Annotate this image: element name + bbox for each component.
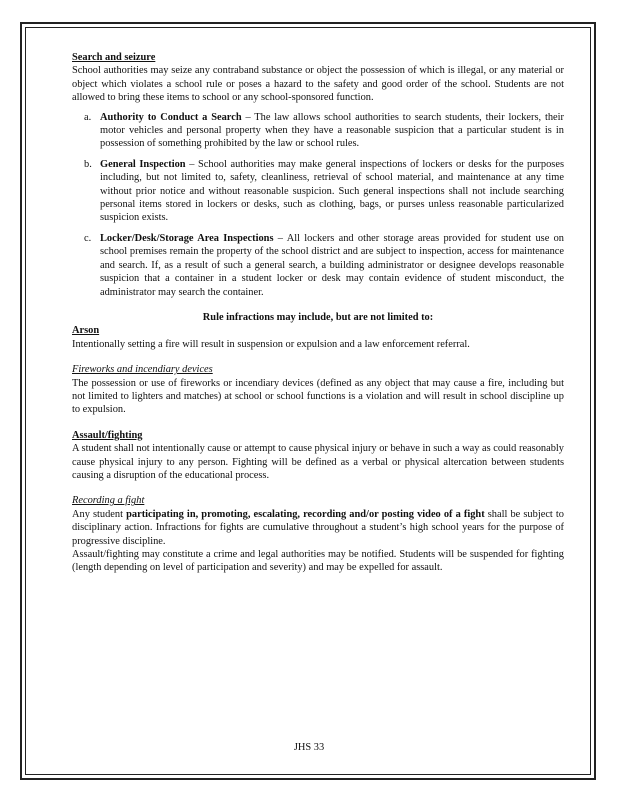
- arson-section: [72, 324, 564, 351]
- list-marker: a.: [84, 111, 92, 123]
- recording-body-suffix: shall be subject to disciplinary action. Infractions for fights are cumulative throughout a student’s high school years for the purpose of progressive discipline.: [72, 508, 564, 547]
- list-marker: b.: [84, 158, 92, 170]
- search-section: [72, 51, 564, 299]
- recording-body-bold: participating in, promoting, escalating, recording and/or posting video of a fight: [126, 508, 485, 520]
- recording-body: [72, 508, 564, 548]
- assault-section: [72, 429, 564, 483]
- search-heading: Search and seizure: [72, 52, 156, 63]
- list-marker: c.: [84, 232, 92, 244]
- rule-infractions-intro: Rule infractions may include, but are not limited to:: [202, 311, 434, 323]
- list-item-title: Authority to Conduct a Search: [100, 111, 242, 123]
- fireworks-section: [72, 363, 564, 417]
- document-body: [72, 51, 564, 587]
- recording-heading: Recording a fight: [72, 495, 145, 507]
- recording-body-2: Assault/fighting may constitute a crime and legal authorities may be notified. Students will be suspended for fighting (length depending on level of participation and severity) and may be expelled for assault.: [72, 549, 564, 574]
- list-item-text: – School authorities may make general inspections of lockers or desks for the purposes including, but not limited to, safety, cleanliness, retrieval of school material, and maintenance at any time without prior notice and without reasonable suspicion. Such general inspections shall not include searching personal items stored in lockers or desks, such as clothing, bags, or purses unless reasonable particularized suspicion exists.: [100, 158, 564, 224]
- list-item-locker-inspection: [72, 232, 564, 299]
- page-footer: JHS 33: [293, 742, 325, 753]
- assault-heading: Assault/fighting: [72, 429, 143, 441]
- fireworks-body: The possession or use of fireworks or incendiary devices (defined as any object that may cause a fire, including but not limited to lighters and matches) at school or school functions is a violation and will result in school discipline up to expulsion.: [72, 377, 564, 416]
- list-item-general-inspection: [72, 158, 564, 225]
- list-item-text: – All lockers and other storage areas provided for student use on school premises remain the property of the school district and are subject to inspection, access for maintenance and search. If, as a result of such a general search, a building administrator or designee develops reasonable suspicion that a container in a student locker or desk may contain evidence of student misconduct, the administrator may search the container.: [100, 232, 564, 298]
- assault-body: A student shall not intentionally cause or attempt to cause physical injury or behave in such a way as could reasonably cause physical injury to any person. Fighting will be defined as a verbal or physical altercation between students causing a disruption of the educational process.: [72, 443, 564, 481]
- arson-body: Intentionally setting a fire will result in suspension or expulsion and a law enforcement referral.: [72, 338, 470, 350]
- recording-body-prefix: Any student: [72, 508, 127, 520]
- list-item-title: General Inspection: [100, 158, 186, 170]
- search-body: School authorities may seize any contraband substance or object the possession of which is illegal, or any material or object which violates a school rule or poses a hazard to the safety and good order of the school. Students are not allowed to bring these items to school or any school-sponsored function.: [72, 65, 564, 104]
- fireworks-heading: Fireworks and incendiary devices: [72, 364, 213, 376]
- list-item-title: Locker/Desk/Storage Area Inspections: [100, 232, 274, 244]
- list-item-authority: [72, 111, 564, 151]
- recording-section: [72, 494, 564, 574]
- arson-heading: Arson: [72, 325, 100, 337]
- list-item-text: – The law allows school authorities to search students, their lockers, their motor vehicles and personal property when they have a reasonable suspicion that a particular student is in possession of something prohibited by the law or school rules.: [100, 111, 564, 150]
- search-list: [72, 111, 564, 299]
